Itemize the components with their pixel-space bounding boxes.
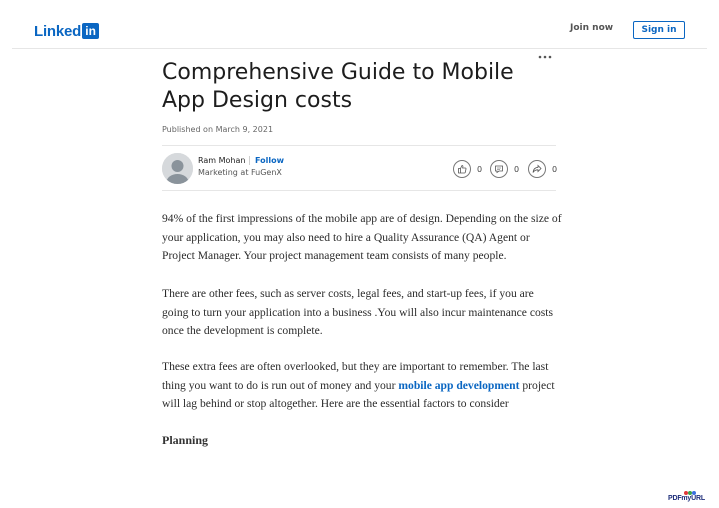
mobile-app-development-link[interactable]: mobile app development <box>398 378 520 392</box>
follow-button[interactable]: Follow <box>255 156 285 165</box>
join-now-link[interactable]: Join now <box>570 23 614 33</box>
divider <box>249 156 250 165</box>
author-name[interactable]: Ram Mohan <box>198 156 246 165</box>
article-title: Comprehensive Guide to Mobile App Design costs <box>162 60 514 113</box>
paragraph-3 <box>162 358 562 414</box>
section-heading: Planning <box>162 433 209 447</box>
logo-wordmark: Linked <box>34 22 82 40</box>
logo-in-box: in <box>82 23 99 39</box>
avatar-icon <box>162 153 193 184</box>
top-nav-bar <box>12 12 707 49</box>
paragraph-2: There are other fees, such as server costs, legal fees, and start-up fees, if you are going to turn your application into a business .You will also incur maintenance costs once the development is complete. <box>162 287 554 337</box>
comment-button[interactable] <box>490 160 519 178</box>
like-button[interactable] <box>453 160 482 178</box>
paragraph-3-text-a: These extra fees are often overlooked, but they are important to remember. The last thing you want to do is run out of money and your <box>162 360 549 392</box>
comment-count: 0 <box>514 164 520 174</box>
author-bar <box>162 145 556 191</box>
share-icon <box>528 160 546 178</box>
watermark-text: PDFmyURL <box>668 495 705 502</box>
published-date: Published on March 9, 2021 <box>162 125 274 134</box>
share-count: 0 <box>552 164 558 174</box>
paragraph-1: 94% of the first impressions of the mobile app are of design. Depending on the size of your application, you may also need to hire a Quality Assurance (QA) Agent or Project Manager. Your project management team consists of many people. <box>162 212 562 262</box>
comment-icon <box>490 160 508 178</box>
paragraph-3-text-b: project will lag behind or stop altogether. Here are the essential factors to consider <box>162 378 555 410</box>
linkedin-logo[interactable] <box>34 22 99 40</box>
share-button[interactable] <box>528 160 557 178</box>
like-icon <box>453 160 471 178</box>
like-count: 0 <box>477 164 483 174</box>
sign-in-button[interactable]: Sign in <box>633 21 685 39</box>
author-role: Marketing at FuGenX <box>198 168 282 177</box>
avatar[interactable] <box>162 153 193 184</box>
